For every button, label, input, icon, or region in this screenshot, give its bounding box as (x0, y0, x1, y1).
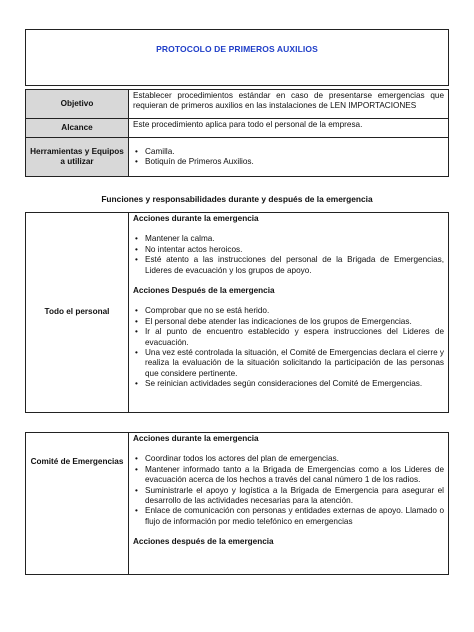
document-title: PROTOCOLO DE PRIMEROS AUXILIOS (156, 44, 318, 54)
alcance-text: Este procedimiento aplica para todo el personal de la empresa. (129, 119, 449, 138)
todo-personal-label: Todo el personal (26, 213, 129, 413)
during-heading: Acciones durante la emergencia (133, 214, 259, 223)
list-item: • Esté atento a las instrucciones del personal de la Brigada de Emergencias, Lideres de evacuación y los grupos de apoyo. (133, 255, 444, 276)
alcance-label: Alcance (26, 119, 129, 138)
list-item: • El personal debe atender las indicaciones de los grupos de Emergencias. (133, 317, 444, 327)
list-item: • Botiquín de Primeros Auxilios. (133, 157, 444, 167)
todo-personal-row (26, 213, 449, 413)
list-item: • No intentar actos heroicos. (133, 245, 444, 255)
list-item: • Una vez esté controlada la situación, el Comité de Emergencias declara el cierre y realiza la evaluación de la situación solicitando la participación de las personas que considere pertinente. (133, 348, 444, 379)
comite-table (25, 432, 449, 575)
title-box (25, 29, 449, 86)
info-table (25, 89, 449, 177)
after-list (133, 306, 444, 389)
objetivo-text: Establecer procedimientos estándar en caso de presentarse emergencias que requieran de primeros auxilios en las instalaciones de LEN IMPORTACIONES (129, 90, 449, 119)
during-list (133, 234, 444, 276)
comite-row (26, 433, 449, 575)
objetivo-row (26, 90, 449, 119)
list-item: • Enlace de comunicación con personas y entidades externas de apoyo. Llamado o flujo de información por medio telefónico en emergencias (133, 506, 444, 527)
list-item: • Mantener la calma. (133, 234, 444, 244)
herramientas-list (133, 147, 444, 168)
comite-during-heading: Acciones durante la emergencia (133, 434, 259, 443)
section-subtitle: Funciones y responsabilidades durante y después de la emergencia (101, 194, 373, 204)
list-item: • Se reinician actividades según consideraciones del Comité de Emergencias. (133, 379, 444, 389)
list-item: • Comprobar que no se está herido. (133, 306, 444, 316)
herramientas-label: Herramientas y Equipos a utilizar (26, 138, 129, 177)
comite-after-heading: Acciones después de la emergencia (133, 537, 274, 547)
todo-personal-table (25, 212, 449, 413)
list-item: • Suministrarle el apoyo y logística a la Brigada de Emergencia para asegurar el desarrollo de las actividades necesarias para la atención. (133, 486, 444, 507)
after-heading: Acciones Después de la emergencia (133, 286, 275, 296)
comite-during-list (133, 454, 444, 527)
herramientas-row (26, 138, 449, 177)
list-item: • Mantener informado tanto a la Brigada de Emergencias como a los Lideres de evacuación acerca de los hechos a través del canal número 1 de los radios. (133, 465, 444, 486)
list-item: • Ir al punto de encuentro establecido y espera instrucciones del Lideres de evacuación. (133, 327, 444, 348)
list-item: • Coordinar todos los actores del plan de emergencias. (133, 454, 444, 464)
objetivo-label: Objetivo (26, 90, 129, 119)
comite-label: Comité de Emergencias (26, 433, 129, 575)
alcance-row (26, 119, 449, 138)
list-item: • Camilla. (133, 147, 444, 157)
